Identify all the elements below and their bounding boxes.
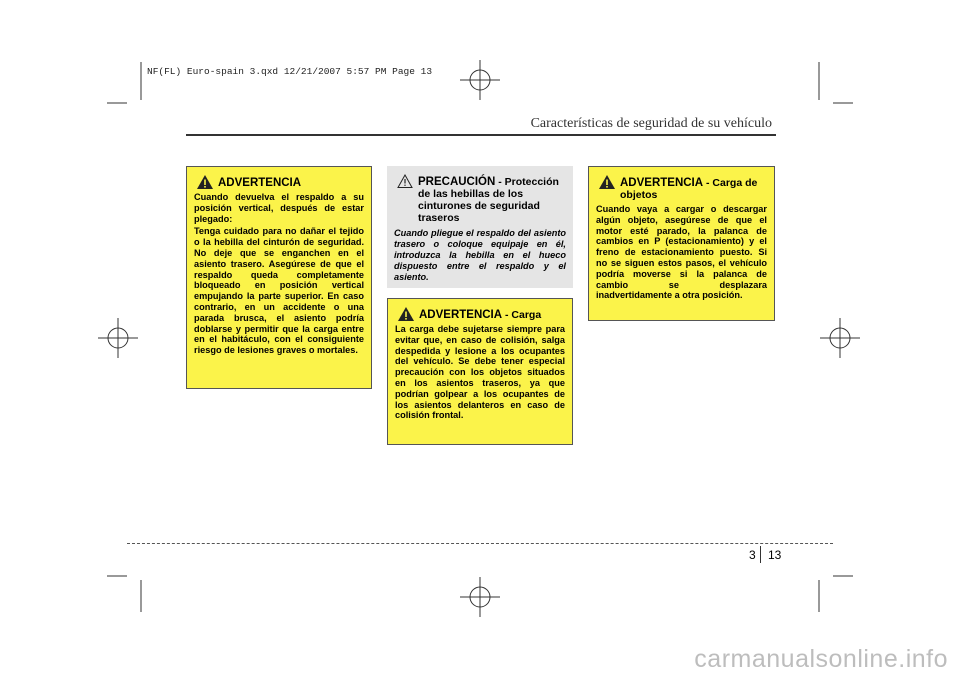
warning-box-title	[395, 309, 565, 321]
warning-box-loading	[588, 166, 775, 321]
warning-box-title	[194, 177, 364, 189]
warning-title-text: ADVERTENCIA	[419, 309, 503, 321]
warning-paragraph: Cuando vaya a cargar o descargar algún objeto, asegúrese de que el motor esté parado, la palanca de cambios en P (estacionamiento) y el freno de estacionamiento puesto. Si no se siguen estos pasos, el vehículo podría moverse si la palanca de cambio se desplazara inadvertidamente a otra posición.	[596, 204, 767, 301]
warning-triangle-icon	[599, 175, 615, 189]
caution-triangle-icon	[397, 174, 413, 188]
caution-title-text: PRECAUCIÓN	[418, 176, 496, 188]
footer-dashed-rule	[127, 543, 833, 544]
caution-text: Cuando pliegue el respaldo del asiento trasero o coloque equipaje en él, introduzca la hebilla en el hueco dispuesto entre el respaldo y el asiento.	[394, 228, 566, 282]
section-title: Características de seguridad de su vehículo	[530, 116, 772, 131]
warning-box-seatback	[186, 166, 372, 389]
print-slug: NF(FL) Euro-spain 3.qxd 12/21/2007 5:57 PM Page 13	[147, 66, 433, 77]
warning-triangle-icon	[398, 307, 414, 321]
warning-paragraph: La carga debe sujetarse siempre para evitar que, en caso de colisión, salga despedida y lesione a los ocupantes del vehículo. Se debe tener especial precaución con los objetos situados en los asientos traseros, ya que podrían golpear a los ocupantes de los asientos delanteros en caso de colisión frontal.	[395, 324, 565, 421]
header-rule	[186, 134, 776, 136]
warning-paragraph: Tenga cuidado para no dañar el tejido o la hebilla del cinturón de seguridad. No deje que se enganchen en el asiento trasero. Asegúrese de que el respaldo queda completamente bloqueado en posición vertical empujando la parte superior. En caso contrario, en un accidente o una parada brusca, el asiento podría doblarse y permitir que la carga entre en el habitáculo, con el consiguiente riesgo de lesiones graves o mortales.	[194, 226, 364, 356]
warning-box-cargo	[387, 298, 573, 445]
warning-title-text: ADVERTENCIA	[620, 177, 704, 189]
page-number-separator	[760, 546, 761, 563]
warning-box-title	[596, 177, 767, 201]
warning-subtitle: - Carga	[502, 309, 542, 321]
caution-subtitle: - Protección de las hebillas de los cinturones de seguridad traseros	[418, 176, 559, 224]
page-number: 13	[768, 548, 782, 562]
caution-box-buckles	[387, 166, 573, 288]
warning-paragraph: Cuando devuelva el respaldo a su posición vertical, después de estar plegado:	[194, 192, 364, 224]
watermark: carmanualsonline.info	[694, 645, 948, 673]
chapter-number: 3	[749, 548, 756, 562]
warning-title-text: ADVERTENCIA	[218, 177, 302, 189]
warning-subtitle: - Carga de objetos	[620, 177, 758, 201]
warning-triangle-icon	[197, 175, 213, 189]
caution-box-title	[394, 176, 566, 224]
